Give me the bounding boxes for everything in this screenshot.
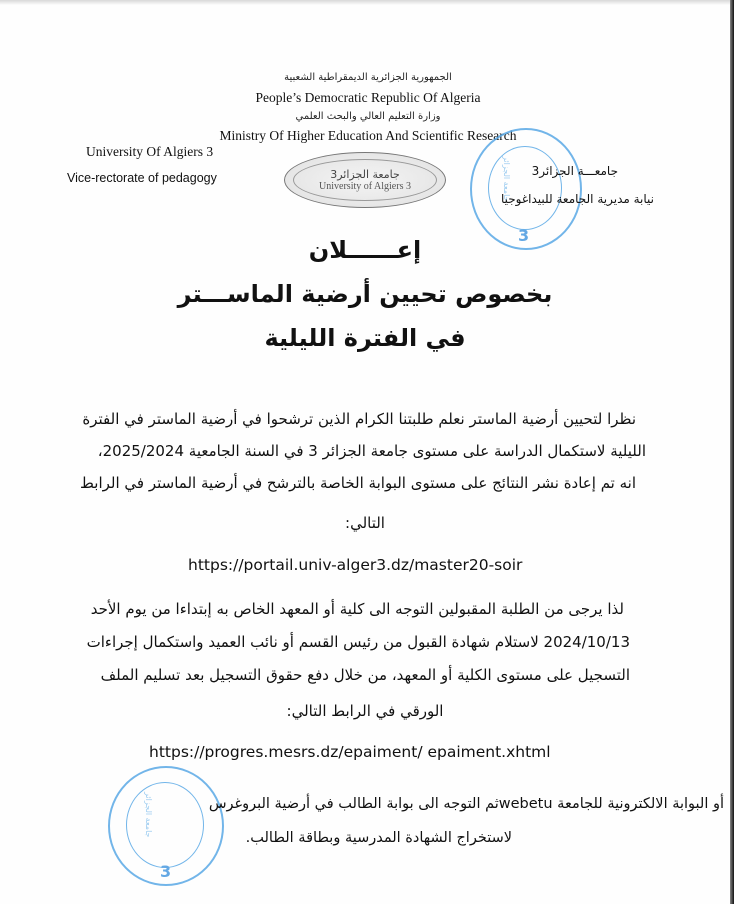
scan-top-shadow <box>0 0 730 5</box>
official-stamp-bottom <box>108 766 224 886</box>
republic-english: People’s Democratic Republic Of Algeria <box>255 90 481 105</box>
scan-right-border <box>730 0 734 904</box>
para1-line3: انه تم إعادة نشر النتائج على مستوى البوابة الخاصة بالترشح في أرضية الماستر في الرابط <box>80 474 636 492</box>
para3-line1: أو البوابة الالكترونية للجامعة webetuثم التوجه الى بوابة الطالب في أرضية البروغرس <box>208 796 724 812</box>
announcement-period: في الفترة الليلية <box>264 324 466 352</box>
stamp-inner-text: جامعة الجزائر <box>502 156 511 202</box>
vice-rectorate-arabic: نيابة مديرية الجامعة للبيداغوجيا <box>500 192 654 206</box>
para2-line2: 2024/10/13 لاستلام شهادة القبول من رئيس القسم أو نائب العميد واستكمال إجراءات <box>86 633 630 651</box>
announcement-title: إعــــــلان <box>308 236 422 264</box>
para1-line2: الليلية لاستكمال الدراسة على مستوى جامعة الجزائر 3 في السنة الجامعية 2025/2024، <box>97 442 646 460</box>
university-name-arabic: جامعـــة الجزائر3 <box>531 164 618 178</box>
stamp-number: 3 <box>518 226 530 245</box>
para3-line2: لاستخراج الشهادة المدرسية وبطاقة الطالب. <box>245 830 512 846</box>
stamp-number: 3 <box>160 862 172 881</box>
university-name-english: University Of Algiers 3 <box>86 144 214 159</box>
ministry-arabic: وزارة التعليم العالي والبحث العلمي <box>295 111 441 122</box>
stamp-inner-ring <box>488 146 562 230</box>
vice-rectorate-english: Vice-rectorate of pedagogy <box>67 171 217 185</box>
republic-arabic: الجمهورية الجزائرية الديمقراطية الشعبية <box>284 72 452 83</box>
logo-arabic-text: جامعة الجزائر3 <box>330 168 400 181</box>
stamp-inner-ring <box>126 782 204 868</box>
announcement-subject: بخصوص تحيين أرضية الماســـتر <box>177 280 553 308</box>
university-logo <box>284 152 446 208</box>
ministry-english: Ministry Of Higher Education And Scientific Research <box>219 128 517 143</box>
stamp-inner-text: جامعة الجزائر <box>144 792 153 838</box>
master-portal-link[interactable]: https://portail.univ-alger3.dz/master20-soir <box>188 556 523 574</box>
para2-line1: لذا يرجى من الطلبة المقبولين التوجه الى كلية أو المعهد الخاص به إبتداءا من يوم الأحد <box>90 600 624 618</box>
para1-line1: نظرا لتحيين أرضية الماستر نعلم طلبتنا الكرام الذين ترشحوا في أرضية الماستر في الفترة <box>82 410 636 428</box>
epaiment-link[interactable]: https://progres.mesrs.dz/epaiment/ epaiment.xhtml <box>149 743 551 761</box>
para2-line4: الورقي في الرابط التالي: <box>286 702 444 720</box>
para2-line3: التسجيل على مستوى الكلية أو المعهد، من خلال دفع حقوق التسجيل بعد تسليم الملف <box>100 666 630 684</box>
para1-line4: التالي: <box>345 514 385 532</box>
logo-english-text: University of Algiers 3 <box>319 181 411 192</box>
official-stamp-top <box>470 128 582 250</box>
